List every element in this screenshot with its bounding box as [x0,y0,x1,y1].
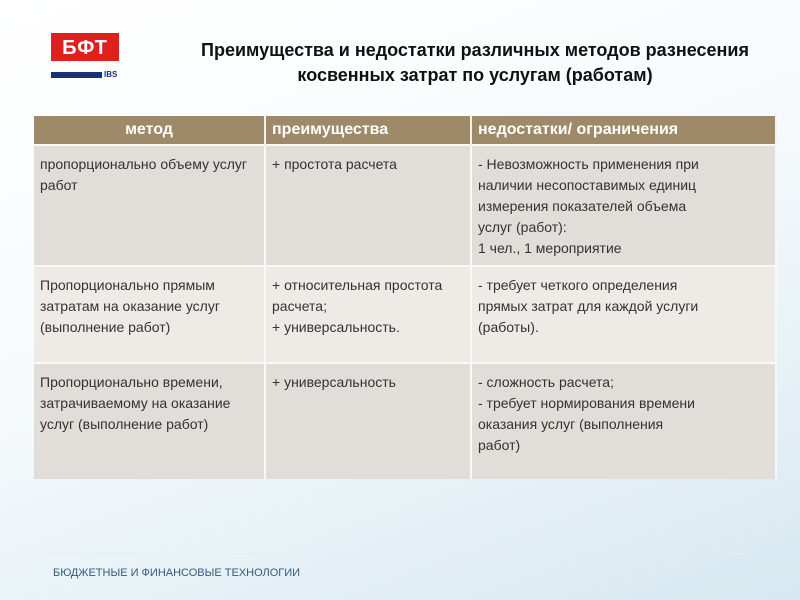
header-method: метод [34,116,265,145]
table-row [34,145,776,266]
footer-divider [50,553,750,554]
cell-disadvantages: - Невозможность применения при наличии несопоставимых единиц измерения показателей объема услуг (работ): 1 чел., 1 мероприятие [471,145,776,266]
slide-title: Преимущества и недостатки различных методов разнесения косвенных затрат по услугам (работам) [201,40,749,85]
comparison-table [34,116,777,479]
cell-method: пропорционально объему услуг работ [34,145,265,266]
table-header-row [34,116,776,145]
cell-advantages: + универсальность [265,363,471,479]
header-disadvantages: недостатки/ ограничения [471,116,776,145]
cell-method: Пропорционально прямым затратам на оказание услуг (выполнение работ) [34,266,265,363]
logo-bar [51,72,102,78]
header-advantages: преимущества [265,116,471,145]
cell-disadvantages: - требует четкого определения прямых затрат для каждой услуги (работы). [471,266,776,363]
cell-advantages: + относительная простота расчета; + универсальность. [265,266,471,363]
logo-sub: IBS [104,70,118,79]
cell-method: Пропорционально времени, затрачиваемому на оказание услуг (выполнение работ) [34,363,265,479]
table-row [34,266,776,363]
logo-text: БФТ [62,37,108,59]
table-row [34,363,776,479]
footer-text: БЮДЖЕТНЫЕ И ФИНАНСОВЫЕ ТЕХНОЛОГИИ [53,567,301,579]
company-logo [51,33,119,61]
cell-advantages: + простота расчета [265,145,471,266]
cell-disadvantages: - сложность расчета; - требует нормирования времени оказания услуг (выполнения работ) [471,363,776,479]
